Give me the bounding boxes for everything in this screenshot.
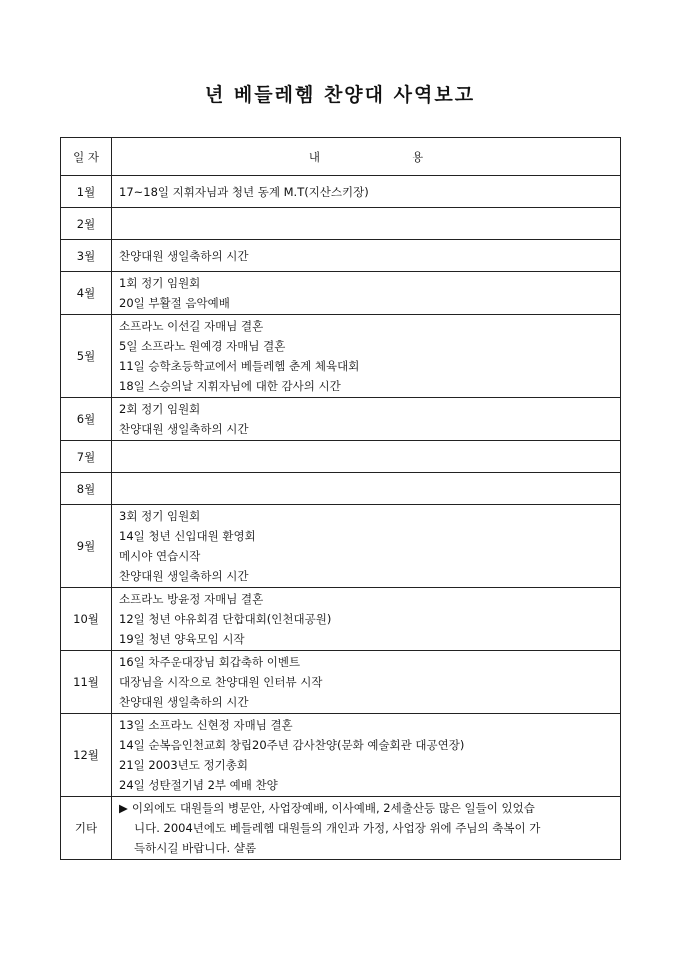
row-item: 16일 차주운대장님 회갑축하 이벤트 [119,655,301,669]
row-item: 14일 청년 신입대원 환영회 [119,529,256,543]
table-row [61,473,621,505]
table-row [61,176,621,208]
row-content [112,473,621,505]
row-month: 2월 [61,208,112,240]
row-item: 찬양대원 생일축하의 시간 [119,422,249,436]
row-month: 6월 [61,398,112,441]
table-row [61,651,621,714]
row-month: 5월 [61,315,112,398]
row-item: 20일 부활절 음악예배 [119,296,230,310]
table-header-row [61,138,621,176]
row-item: 24일 성탄절기념 2부 예배 찬양 [119,778,278,792]
row-month: 기타 [61,797,112,860]
table-row [61,208,621,240]
row-item: 18일 스승의날 지휘자님에 대한 감사의 시간 [119,379,341,393]
row-item: 찬양대원 생일축하의 시간 [119,569,249,583]
row-item: 2회 정기 임원회 [119,402,201,416]
etc-note-text: 이외에도 대원들의 병문안, 사업장예배, 이사예배, 2세출산등 많은 일들이 있었습 [131,801,535,815]
table-row [61,398,621,441]
row-month: 7월 [61,441,112,473]
row-content [112,714,621,797]
row-month: 10월 [61,588,112,651]
row-item: 11일 승학초등학교에서 베들레헴 춘계 체육대회 [119,359,360,373]
row-month: 8월 [61,473,112,505]
table-row [61,505,621,588]
row-item: 소프라노 방윤정 자매님 결혼 [119,592,264,606]
row-item: 소프라노 이선길 자매님 결혼 [119,319,264,333]
etc-note-text: 득하시길 바랍니다. 샬롬 [134,841,257,855]
table-row-etc [61,797,621,860]
row-content [112,176,621,208]
report-table [60,137,621,860]
table-row [61,240,621,272]
table-row [61,272,621,315]
row-month: 4월 [61,272,112,315]
row-content [112,240,621,272]
row-month: 9월 [61,505,112,588]
row-month: 3월 [61,240,112,272]
etc-note-text: 니다. 2004년에도 베들레헴 대원들의 개인과 가정, 사업장 위에 주님의 축복이 가 [134,821,541,835]
row-content [112,208,621,240]
row-item: 3회 정기 임원회 [119,509,201,523]
header-content [112,138,621,176]
table-row [61,441,621,473]
row-content [112,651,621,714]
row-item: 21일 2003년도 정기총회 [119,758,248,772]
header-content-left: 내 [308,149,320,164]
bullet-arrow-icon: ▶ [119,801,128,815]
row-item: 대장님을 시작으로 찬양대원 인터뷰 시작 [119,675,323,689]
table-row [61,315,621,398]
row-item: 13일 소프라노 신현정 자매님 결혼 [119,718,293,732]
table-row [61,714,621,797]
row-content [112,398,621,441]
row-content [112,315,621,398]
row-month: 11월 [61,651,112,714]
row-month: 1월 [61,176,112,208]
row-item: 1회 정기 임원회 [119,276,201,290]
row-month: 12월 [61,714,112,797]
row-content [112,505,621,588]
row-item: 메시야 연습시작 [119,549,201,563]
row-item: 19일 청년 양육모임 시작 [119,632,245,646]
table-row [61,588,621,651]
row-item: 찬양대원 생일축하의 시간 [119,248,249,263]
row-content [112,441,621,473]
header-content-right: 용 [412,149,424,164]
row-content [112,272,621,315]
header-date: 일 자 [61,138,112,176]
page-title: 년 베들레헴 찬양대 사역보고 [204,84,476,106]
table-body [61,176,621,860]
row-item: 17~18일 지휘자님과 청년 동계 M.T(지산스키장) [119,184,369,199]
etc-note [112,797,621,860]
row-content [112,588,621,651]
row-item: 14일 순복음인천교회 창립20주년 감사찬양(문화 예술회관 대공연장) [119,738,465,752]
row-item: 찬양대원 생일축하의 시간 [119,695,249,709]
row-item: 5일 소프라노 원예경 자매님 결혼 [119,339,286,353]
row-item: 12일 청년 야유회겸 단합대회(인천대공원) [119,612,332,626]
